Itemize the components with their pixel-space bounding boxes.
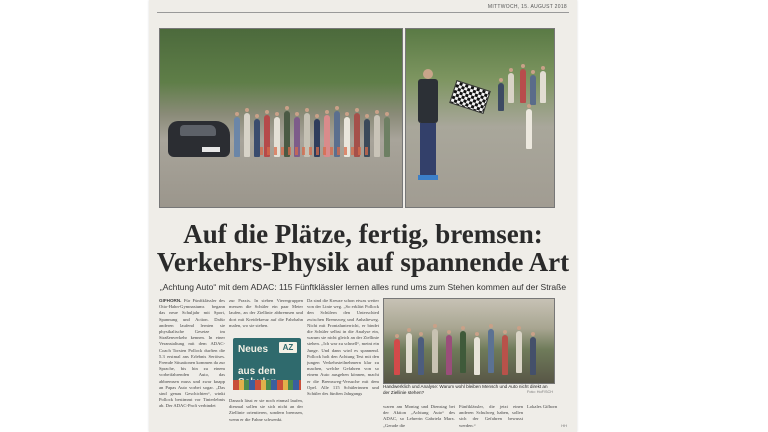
photo-main <box>159 28 403 208</box>
article-column-2-continued: Danach lässt er sie noch einmal laufen, diesmal sollen sie sich nicht an der Ziellinie orientieren, sondern bremsen, wenn er die Fahne schwenkt. <box>229 398 303 422</box>
article-column-6: Lokales Gifhorn <box>527 404 558 409</box>
photo-right <box>405 28 555 208</box>
dateline: MITTWOCH, 15. AUGUST 2018 <box>487 4 567 10</box>
article-column-5: Fünftklässler, die jetzt einen anderen Schulweg haben, sollen sich der Gefahren bewusst werden.“ <box>459 404 523 428</box>
dateline-town: GIFHORN. <box>159 298 182 303</box>
article-column-1 <box>159 298 225 432</box>
schools-news-badge <box>233 338 301 390</box>
article-column-3: Da sind die Kreuze schon etwas weiter von der Linie weg. „So erklärt Pollock den Schülern den Unterschied zwischen Bremsweg und Anhalteweg. Nicht mit Frontalunterricht, er bindet die Schüler selbst in die Analyse ein, warum sie nicht gleich an der Ziellinie stehen. „Ich war zu schnell“, meint ein Junge. Und dann wird es spannend. Pollock holt den Achtung Test mit den jungen Verkehrsteilnehmern klar zu machen, welche Gefahren von so einem Auto ausgehen können, macht er die Bremsweg-Versuche mit dem Opel. Alle 115 Schülerinnen und Schüler des fünften Jahrgangs <box>307 298 379 397</box>
photo-bottom-caption: Handwerklich und Analyse: Warum wohl bleiben Mensch und Auto nicht direkt an der Ziellinie stehen? Foto: HoF/SCH <box>383 384 553 395</box>
instructor-figure <box>416 69 440 181</box>
headline-line-1: Auf die Plätze, fertig, bremsen: <box>183 219 543 249</box>
az-logo-icon: AZ <box>279 342 297 353</box>
newspaper-page <box>149 0 577 432</box>
headline-line-2: Verkehrs-Physik auf spannende Art <box>156 247 570 277</box>
badge-line-1: Neues <box>238 344 269 355</box>
subheadline: „Achtung Auto“ mit dem ADAC: 115 Fünftklässler lernen alles rund ums zum Stehen kommen auf der Straße <box>159 282 567 292</box>
badge-line-2: aus den <box>238 366 276 377</box>
chalk-marks <box>260 147 370 155</box>
running-students <box>468 63 552 153</box>
photo-bottom <box>383 298 555 384</box>
students-crowd <box>230 99 402 169</box>
page-code: HH <box>561 423 567 428</box>
books-icon <box>233 380 301 390</box>
article-column-2: zur Praxis. In sieben Vierergruppen messen die Schüler ein paar Meter laufen, an der Ziellinie abbremsen und dort mit Kreidekreuz auf die Fahrbahn malen, wo sie stehen. <box>229 298 303 328</box>
article-column-1-text: Für Fünftklässler des Otto-Hahn-Gymnasiums begann das neue Schuljahr mit Sport, Spannung und Action. Dafür anderen laufend lernten sie physikalische Gesetze im Straßenverkehr kennen. In einer Veranstaltung mit dem ADAC-Coach Torsten Pollock durften die 5.3 erstmal ans Erlebnis Seriöses. Fremde Situationen kommen da zur Sprache, bis hin zu einem vorbeifahrenden Auto, das abbremsen muss und zwar knapp an Papas Auto vorbei sogar. „Das sind genau Geschichten“, winkt Pollock bestimmt vor Tinterlebnis ab. Der ADAC-Profi verbindet <box>159 298 225 409</box>
top-rule <box>157 12 569 13</box>
car-illustration <box>168 121 230 157</box>
article-column-4: waren am Montag und Dienstag bei der Aktion „Achtung Auto“ des ADAC, so Lehrerin Gabriela Marx. „Gerade die <box>383 404 455 428</box>
